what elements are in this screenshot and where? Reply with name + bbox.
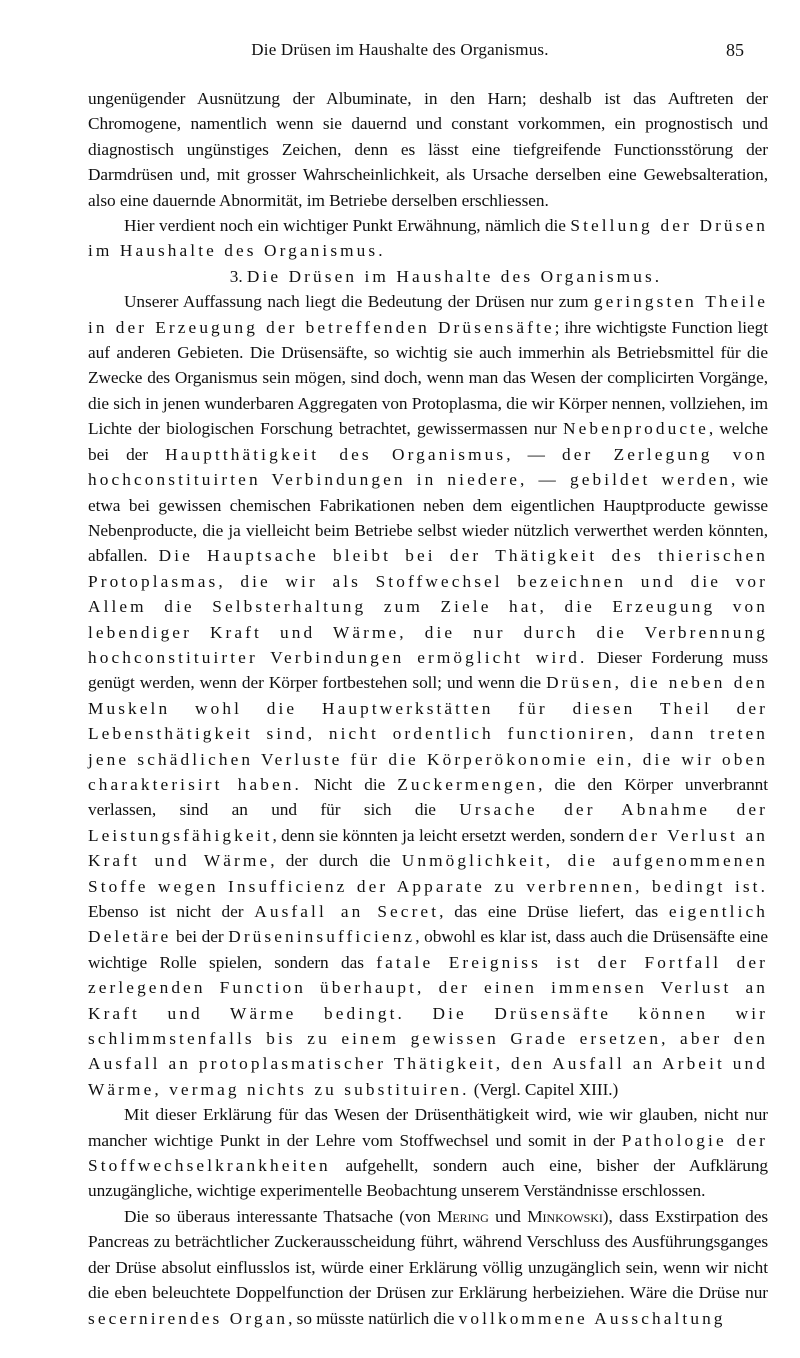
spaced-emphasis: Drüsen, die neben den Muskeln wohl die Hauptwerkstätten für diesen Theil der Lebensthätigkeit sind, nicht ordentlich functioniren, dann treten jene schädlichen Verluste für die Körperökonomie ein, die wir oben charakterisirt haben. bbox=[88, 673, 768, 794]
text-run: ungenügender Ausnützung der Albuminate, in den Harn; deshalb ist das Auftreten der Chromogene, namentlich wenn sie dauernd und constant vorkommen, ein prognostisch und diagnostisch ungünstiges Zeichen, denn es lässt eine tiefgreifende Functionsstörung der Darmdrüsen und, mit grosser Wahrscheinlichkeit, als Ursache derselben eine Gewebsalteration, also eine dauernde Abnormität, im Betriebe derselben erschliessen. bbox=[88, 89, 768, 210]
text-run: , denn sie könnten ja leicht ersetzt werden, sondern bbox=[272, 825, 629, 845]
spaced-emphasis: fatale Ereigniss ist der Fortfall der zerlegenden Function überhaupt, der einen immensen Verlust an Kraft und Wärme bedingt. Die Drüsensäfte können wir schlimmstenfalls bis zu einem gewissen Grade ersetzen, aber den Ausfall an protoplasmatischer Thätigkeit, den Ausfall an Arbeit und Wärme, vermag nichts zu substituiren. bbox=[88, 952, 768, 1099]
author-name: Minkowski bbox=[527, 1206, 603, 1226]
spaced-emphasis: secernirendes Organ bbox=[88, 1308, 289, 1328]
text-run: , der durch die bbox=[270, 851, 402, 871]
body-text bbox=[88, 86, 768, 1331]
text-run: ), dass Exstirpation des Pancreas zu beträchtlicher Zuckerausscheidung führt, während Verschluss des Ausführungsganges der Drüse absolut einflusslos ist, würde einer Erklärung völlig unzugänglich sein, wenn wir nicht die eben beleuchtete Doppelfunction der Drüsen zur Erklärung herbeiziehen. Wäre die Drüse nur bbox=[88, 1206, 769, 1303]
text-run: , obwohl es klar ist, dass auch die Drüsensäfte eine wichtige Rolle spielen, sondern das bbox=[88, 927, 768, 972]
text-run: Die so überaus interessante Thatsache (von bbox=[124, 1206, 438, 1226]
spaced-emphasis: Die Hauptsache bleibt bei der Thätigkeit des thierischen Protoplasmas, die wir als Stoffwechsel bezeichnen und die vor Allem die Selbsterhaltung zum Ziele hat, die Erzeugung von lebendiger Kraft und Wärme, die nur durch die Verbrennung hochconstituirter Verbindungen ermöglicht wird. bbox=[88, 546, 769, 667]
text-run: , so müsste natürlich die bbox=[288, 1308, 459, 1328]
section-heading bbox=[88, 264, 768, 289]
spaced-emphasis: eigentlich Deletäre bbox=[88, 902, 768, 947]
text-run: , wie etwa bei gewissen chemischen Fabrikationen neben dem eigentlichen Hauptproducte gewisse Nebenproducte, die ja vielleicht beim Betriebe selbst wieder nützlich verwerthet werden könnten, abfallen. bbox=[88, 470, 768, 566]
text-run: aufgehellt, sondern auch eine, bisher der Aufklärung unzugängliche, wichtige experimentelle Beobachtung unserem Verständnisse erschlossen. bbox=[88, 1156, 768, 1201]
text-run: Hier verdient noch ein wichtiger Punkt Erwähnung, nämlich die bbox=[124, 216, 571, 236]
spaced-emphasis: der Zerlegung von hochconstituirten Verbindungen in niedere, — gebildet werden bbox=[88, 444, 769, 490]
paragraph bbox=[88, 1102, 768, 1204]
text-run: Mit dieser Erklärung für das Wesen der Drüsenthätigkeit wird, wie wir glauben, nicht nur mancher wichtige Punkt in der Lehre vom Stoffwechsel und somit in der bbox=[88, 1105, 768, 1150]
paragraph bbox=[88, 1204, 768, 1331]
spaced-emphasis: vollkommene Ausschaltung bbox=[458, 1308, 726, 1328]
text-run: (Vergl. Capitel XIII.) bbox=[469, 1079, 619, 1099]
spaced-emphasis: Hauptthätigkeit des Organismus bbox=[165, 444, 507, 464]
running-title: Die Drüsen im Haushalte des Organismus. bbox=[251, 40, 549, 59]
text-run: , — bbox=[506, 444, 562, 464]
spaced-emphasis: Drüseninsufficienz bbox=[228, 927, 416, 947]
spaced-emphasis: Nebenproducte bbox=[562, 419, 709, 439]
page-header bbox=[0, 40, 800, 62]
text-run: ; ihre wichtigste Function liegt auf anderen Gebieten. Die Drüsensäfte, so wichtig sie auch immerhin als Betriebsmittel für die Zwecke des Organismus sein mögen, sind doch, wenn man das Wesen der complicirten Vorgänge, die sich in jenen wunderbaren Aggregaten von Protoplasma, die wir Körper nennen, vollziehen, im Lichte der biologischen Forschung betrachtet, gewissermassen nur bbox=[88, 317, 768, 439]
spaced-emphasis: Ausfall an Secret bbox=[254, 902, 440, 921]
page-number: 85 bbox=[726, 40, 744, 60]
spaced-emphasis: der Verlust an Kraft und Wärme bbox=[88, 825, 769, 871]
text-run: Ebenso ist nicht der bbox=[88, 902, 255, 921]
spaced-emphasis: Die Drüsen im Haushalte des Organismus. bbox=[246, 266, 663, 286]
spaced-emphasis: Pathologie der Stoffwechselkrankheiten bbox=[88, 1130, 768, 1176]
text-run: , die den Körper unverbrannt verlassen, sind an und für sich die bbox=[88, 774, 769, 820]
spaced-emphasis: Ursache der Abnahme der Leistungsfähigkeit bbox=[88, 800, 768, 845]
spaced-emphasis: geringsten Theile in der Erzeugung der betreffenden Drüsensäfte bbox=[88, 292, 768, 337]
text-run: , das eine Drüse liefert, das bbox=[439, 902, 669, 921]
text-run: und bbox=[488, 1206, 528, 1226]
text-run: Nicht die bbox=[301, 774, 398, 794]
spaced-emphasis: Unmöglichkeit, die aufgenommenen Stoffe wegen Insufficienz der Apparate zu verbrennen, bedingt ist. bbox=[88, 851, 768, 896]
text-run: bei der bbox=[171, 927, 229, 947]
paragraph bbox=[88, 289, 768, 1102]
spaced-emphasis: Stellung der Drüsen im Haushalte des Organismus. bbox=[88, 216, 769, 261]
author-name: Mering bbox=[437, 1206, 489, 1226]
spaced-emphasis: Zuckermengen bbox=[397, 774, 539, 794]
text-run: Unserer Auffassung nach liegt die Bedeutung der Drüsen nur zum bbox=[124, 292, 594, 312]
text-run: 3. bbox=[229, 266, 247, 286]
paragraph bbox=[88, 213, 768, 264]
text-run: , welche bei der bbox=[88, 419, 768, 464]
text-run: Dieser Forderung muss genügt werden, wenn der Körper fortbestehen soll; und wenn die bbox=[88, 647, 768, 693]
paragraph bbox=[88, 86, 768, 213]
